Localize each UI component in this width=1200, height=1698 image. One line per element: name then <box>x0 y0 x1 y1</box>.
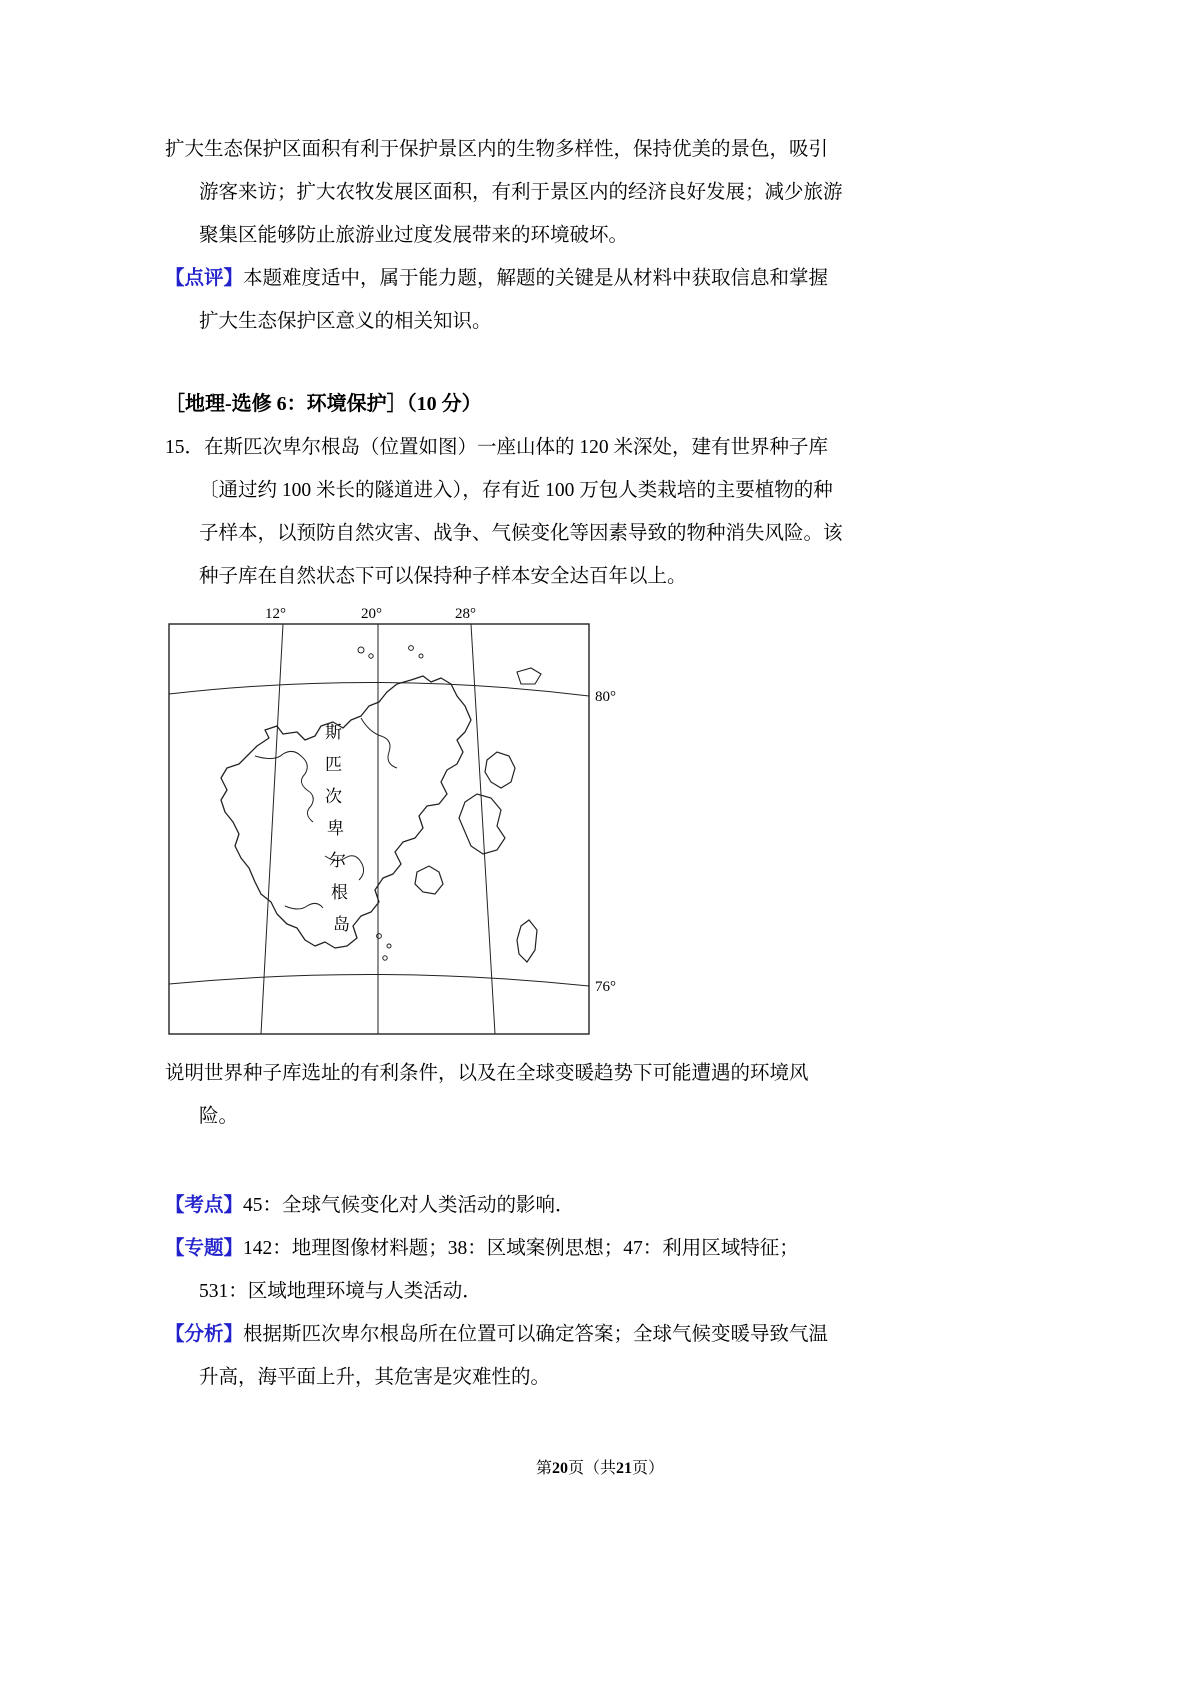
zhuanti-text-1: 142：地理图像材料题；38：区域案例思想；47：利用区域特征； <box>243 1238 799 1259</box>
comment-tag-label: 【点评】 <box>165 268 244 289</box>
zhuanti-block-line-1 <box>165 1227 955 1270</box>
footer-middle: 页（共 <box>567 1460 616 1477</box>
question-number: 15． <box>165 437 205 458</box>
island-label-char-1: 斯 <box>325 723 342 742</box>
kaodian-block <box>165 1184 955 1227</box>
island-label-char-5: 尔 <box>329 851 346 870</box>
svalbard-map-svg <box>165 606 635 1046</box>
islet-2 <box>369 654 373 658</box>
label-longitude-20: 20° <box>361 606 382 622</box>
fjord-detail-north <box>361 718 397 768</box>
spacer <box>165 343 955 383</box>
fjord-detail-south <box>285 903 323 909</box>
parallel-76 <box>169 974 589 986</box>
island-label-char-6: 根 <box>331 883 348 902</box>
island-label-char-2: 匹 <box>325 755 342 774</box>
question-15-line-1 <box>165 426 955 469</box>
question-15-text-1: 在斯匹次卑尔根岛（位置如图）一座山体的 120 米深处，建有世界种子库 <box>204 437 829 458</box>
spacer <box>165 1138 955 1184</box>
section-title: ［地理-选修 6：环境保护］（10 分） <box>165 393 482 415</box>
label-latitude-80: 80° <box>595 689 616 705</box>
footer-prefix: 第 <box>535 1460 552 1477</box>
question-15-ask-line-1: 说明世界种子库选址的有利条件，以及在全球变暖趋势下可能遭遇的环境风 <box>165 1063 809 1084</box>
fjord-detail-west <box>255 751 313 822</box>
islet-7 <box>383 956 387 960</box>
islet-6 <box>387 944 391 948</box>
island-outline-east-2 <box>459 794 505 854</box>
question-15-line-4: 种子库在自然状态下可以保持种子样本安全达百年以上。 <box>199 566 687 587</box>
comment-text-1: 本题难度适中，属于能力题，解题的关键是从材料中获取信息和掌握 <box>243 268 829 289</box>
fenxi-block-line-2: 升高，海平面上升，其危害是灾难性的。 <box>199 1367 551 1388</box>
zhuanti-tag-label: 【专题】 <box>165 1238 244 1259</box>
islet-4 <box>419 654 423 658</box>
comment-block-line-2: 扩大生态保护区意义的相关知识。 <box>199 311 492 332</box>
kaodian-text: 45：全球气候变化对人类活动的影响． <box>243 1195 575 1216</box>
comment-block-line-1 <box>165 257 955 300</box>
label-longitude-12: 12° <box>265 606 286 622</box>
island-label-char-4: 卑 <box>327 819 344 838</box>
islet-1 <box>358 647 364 653</box>
footer-page-number: 20 <box>551 1460 568 1477</box>
answer-paragraph-line-1: 扩大生态保护区面积有利于保护景区内的生物多样性，保持优美的景色，吸引 <box>165 139 829 160</box>
zhuanti-block-line-2: 531：区域地理环境与人类活动． <box>199 1281 482 1302</box>
question-15-line-2: 〔通过约 100 米长的隧道进入），存有近 100 万包人类栽培的主要植物的种 <box>199 480 833 501</box>
footer-suffix: 页） <box>632 1460 665 1477</box>
island-outline-north-small <box>517 668 541 684</box>
island-outline-southeast <box>517 920 537 962</box>
question-15-line-3: 子样本，以预防自然灾害、战争、气候变化等因素导致的物种消失风险。该 <box>199 523 843 544</box>
island-label-char-7: 岛 <box>333 915 350 934</box>
page-footer <box>0 1455 1200 1478</box>
island-label-char-3: 次 <box>325 787 342 806</box>
question-15-ask-line-2: 险。 <box>199 1106 239 1127</box>
map-frame <box>169 624 589 1034</box>
fenxi-text-1: 根据斯匹次卑尔根岛所在位置可以确定答案；全球气候变暖导致气温 <box>243 1324 829 1345</box>
answer-paragraph-line-3: 聚集区能够防止旅游业过度发展带来的环境破坏。 <box>199 225 629 246</box>
label-longitude-28: 28° <box>455 606 476 622</box>
island-outline-east-1 <box>485 752 515 788</box>
label-latitude-76: 76° <box>595 979 616 995</box>
island-outline-spitsbergen <box>221 676 471 948</box>
footer-total-pages: 21 <box>616 1460 632 1477</box>
islet-5 <box>377 934 382 939</box>
page-content <box>165 128 955 1399</box>
kaodian-tag-label: 【考点】 <box>165 1195 244 1216</box>
svalbard-map-figure <box>165 606 955 1046</box>
fenxi-block-line-1 <box>165 1313 955 1356</box>
fenxi-tag-label: 【分析】 <box>165 1324 244 1345</box>
islet-3 <box>409 646 414 651</box>
island-outline-east-3 <box>415 866 443 894</box>
answer-paragraph-line-2: 游客来访；扩大农牧发展区面积，有利于景区内的经济良好发展；减少旅游 <box>199 182 843 203</box>
